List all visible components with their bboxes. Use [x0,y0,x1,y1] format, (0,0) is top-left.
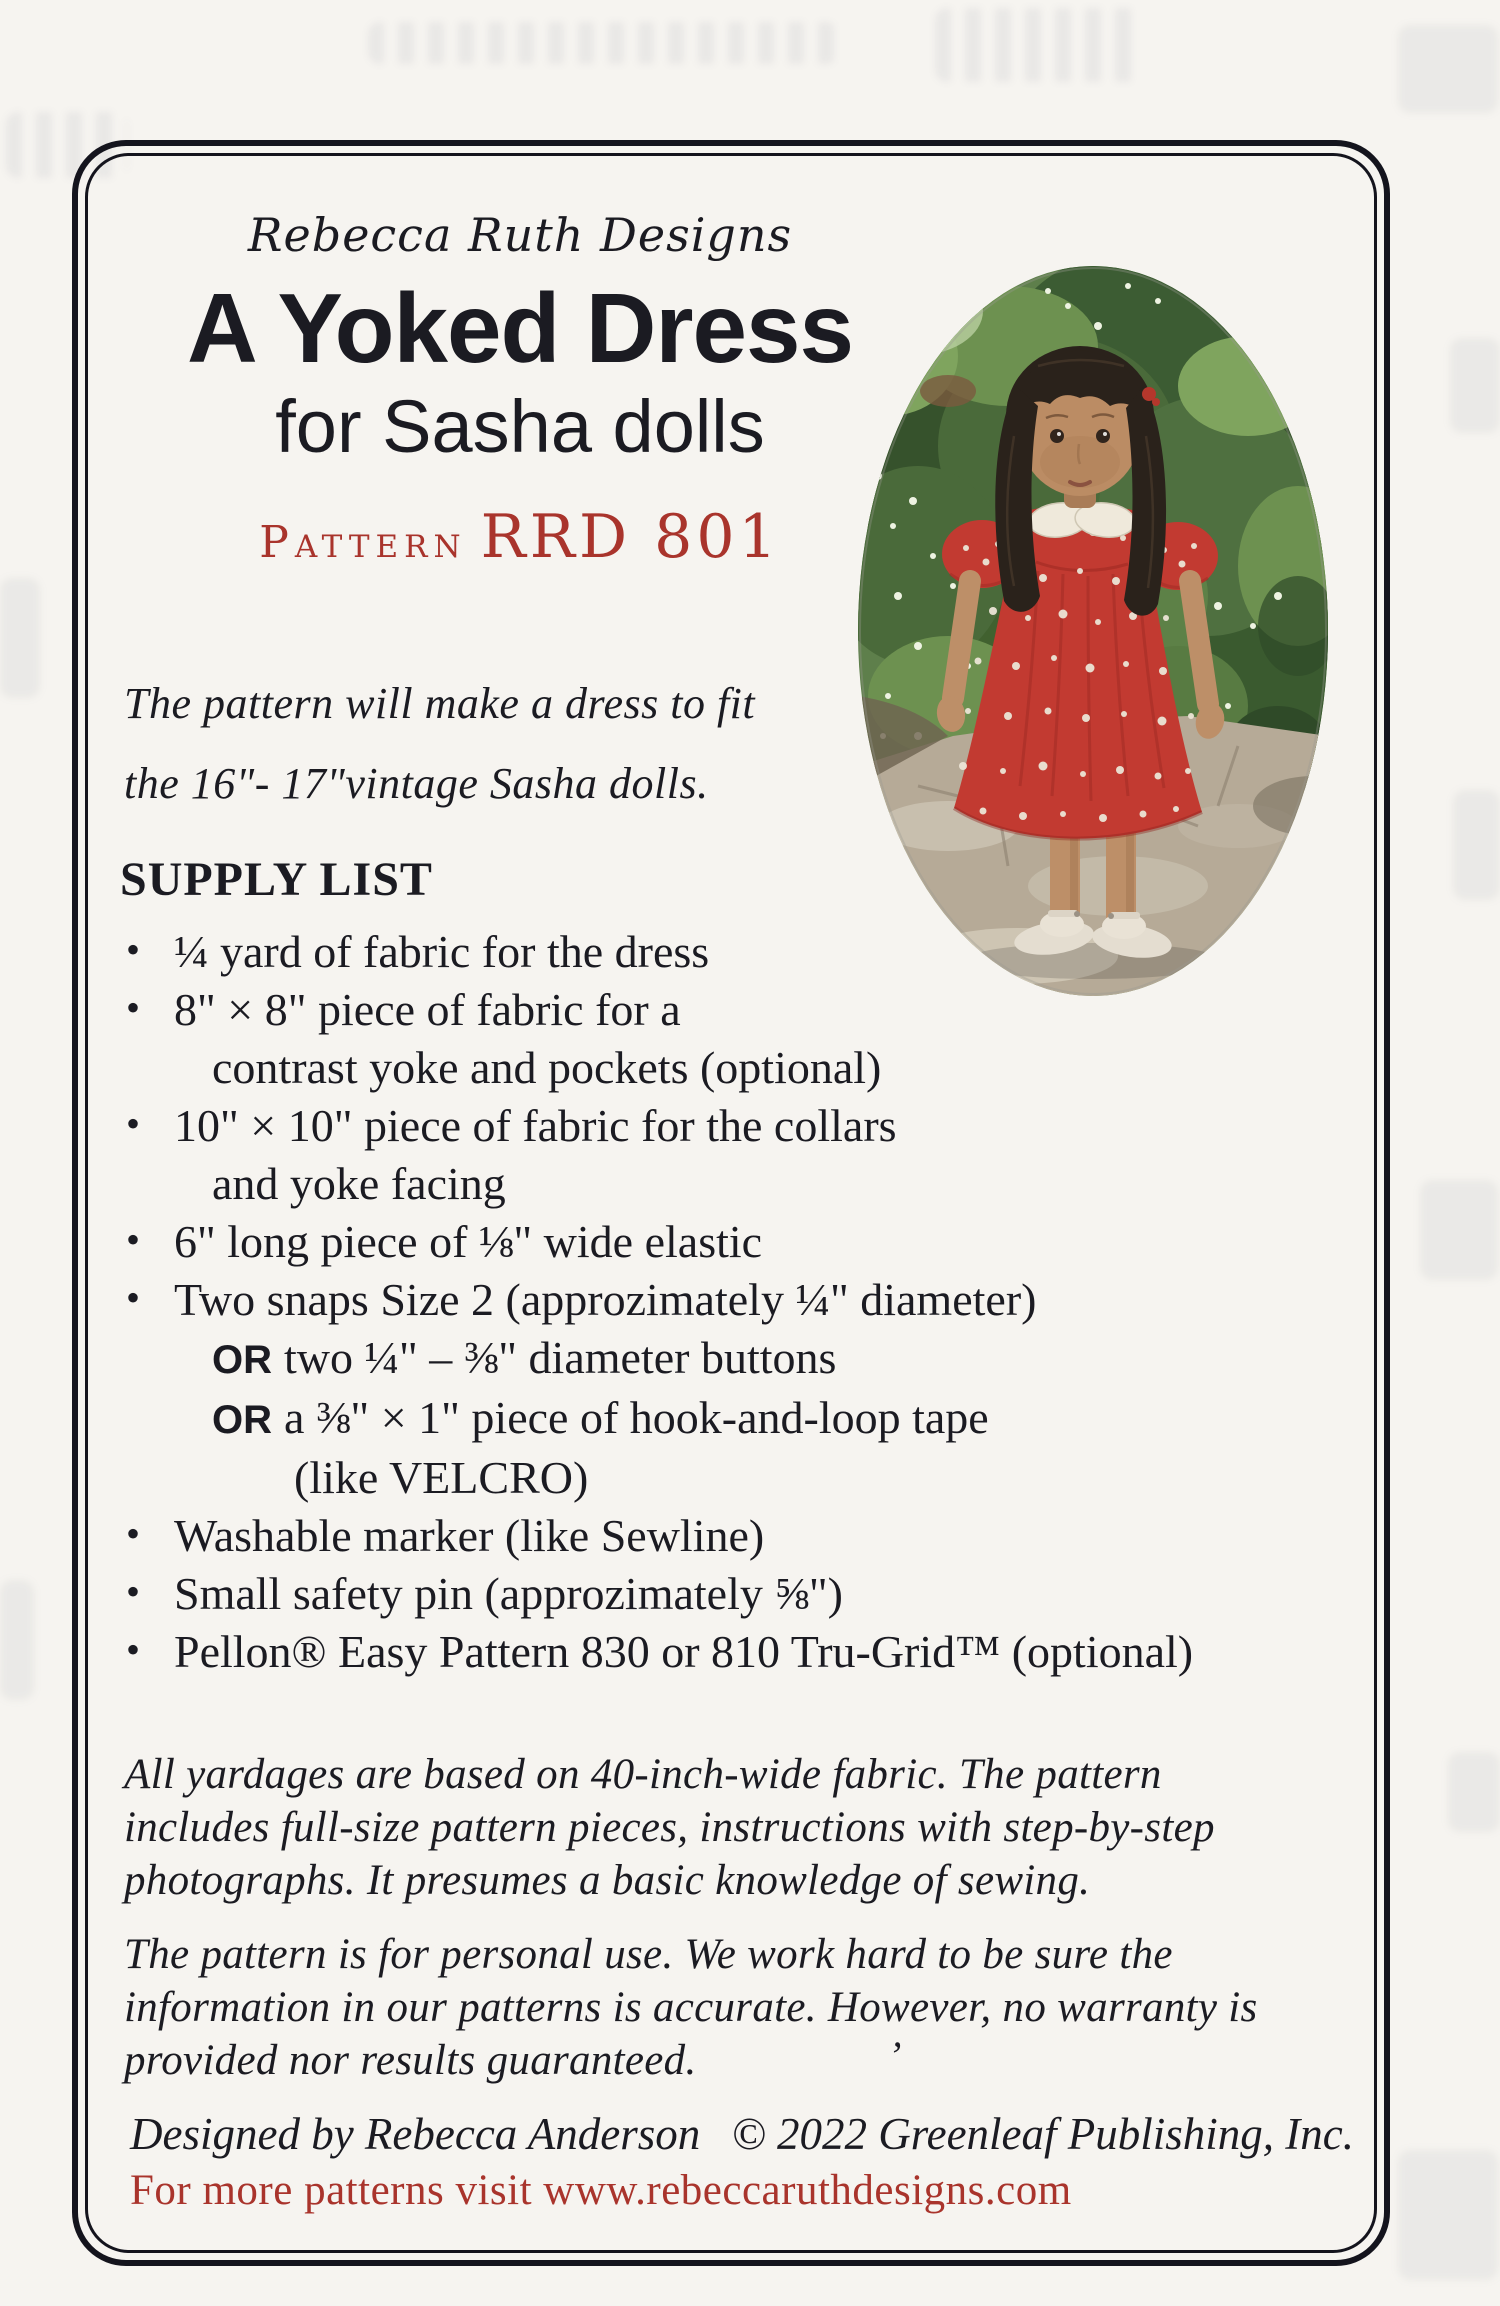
bullet-icon: • [126,985,141,1030]
or-label: OR [212,1398,272,1442]
pattern-number-line [80,502,960,572]
supply-item-alternative [116,1389,1386,1449]
bleedthrough-artifact [0,1580,34,1700]
supply-item-text: ¼ yard of fabric for the dress [174,926,710,977]
scan-artifact-mark: ’ [888,2033,902,2078]
supply-item-text: and yoke facing [212,1158,506,1209]
supply-item [116,981,1386,1039]
yardage-note-line-1: All yardages are based on 40-inch-wide fabric. The pattern [124,1751,1162,1798]
bleedthrough-artifact [1398,2150,1498,2280]
supply-item [116,1097,1386,1155]
supply-item-continuation [116,1155,1386,1213]
pattern-number: RRD 801 [480,501,781,572]
fit-description-line-2: the 16"- 17"vintage Sasha dolls. [124,759,709,808]
bleedthrough-artifact [1398,25,1498,113]
supply-list-section [116,852,1386,1681]
bleedthrough-artifact [1448,1752,1500,1832]
bleedthrough-artifact [368,22,838,64]
fit-description-line-1: The pattern will make a dress to fit [124,679,756,728]
bullet-icon: • [126,1217,141,1262]
supply-item [116,923,1386,981]
supply-item-text: 10" × 10" piece of fabric for the collars [174,1100,897,1151]
bleedthrough-artifact [1450,338,1500,433]
yardage-note-line-2: includes full-size pattern pieces, instructions with step-by-step [124,1804,1215,1851]
fit-description [124,664,755,824]
supply-item [116,1213,1386,1271]
website-link: For more patterns visit www.rebeccaruthdesigns.com [130,2167,1072,2214]
bullet-icon: • [126,927,141,972]
supply-item-continuation [116,1039,1386,1097]
supply-item [116,1271,1386,1329]
supply-item-text: (like VELCRO) [294,1452,589,1503]
supply-item-text: a ⅜" × 1" piece of hook-and-loop tape [284,1392,989,1443]
supply-item-text: contrast yoke and pockets (optional) [212,1042,882,1093]
brand-name: Rebecca Ruth Designs [247,208,793,262]
supply-item-text: two ¼" – ⅜" diameter buttons [284,1332,837,1383]
bleedthrough-artifact [1453,790,1500,900]
header [80,208,960,572]
page-subtitle: for Sasha dolls [275,384,765,468]
supply-item-text: Washable marker (like Sewline) [174,1510,765,1561]
supply-item-text: Two snaps Size 2 (approzimately ¼" diameter) [174,1274,1037,1325]
bleedthrough-artifact [935,8,1140,82]
or-label: OR [212,1338,272,1382]
supply-item-text: 6" long piece of ⅛" wide elastic [174,1216,763,1267]
designer-credit: Designed by Rebecca Anderson [130,2109,701,2159]
bleedthrough-artifact [0,578,40,698]
yardage-note-line-3: photographs. It presumes a basic knowledge of sewing. [124,1857,1091,1904]
credits-line [130,2108,1354,2160]
bullet-icon: • [126,1627,141,1672]
yardage-note [124,1748,1215,1907]
supply-item [116,1507,1386,1565]
supply-item [116,1623,1386,1681]
supply-item-text: 8" × 8" piece of fabric for a [174,984,681,1035]
disclaimer-note [124,1928,1258,2087]
page-title: A Yoked Dress [186,273,854,383]
bullet-icon: • [126,1275,141,1320]
supply-list-heading: SUPPLY LIST [120,853,433,906]
copyright-notice: © 2022 Greenleaf Publishing, Inc. [731,2109,1354,2159]
bullet-icon: • [126,1569,141,1614]
supply-item-text: Pellon® Easy Pattern 830 or 810 Tru-Grid™ (optional) [174,1626,1194,1677]
supply-item [116,1565,1386,1623]
pattern-label: Pattern [259,516,467,568]
disclaimer-line-3: provided nor results guaranteed. [124,2037,697,2084]
bleedthrough-artifact [1420,1180,1498,1280]
supply-item-continuation [116,1449,1386,1507]
supply-item-text: Small safety pin (approzimately ⅝") [174,1568,843,1619]
supply-item-alternative [116,1329,1386,1389]
disclaimer-line-1: The pattern is for personal use. We work hard to be sure the [124,1931,1173,1978]
disclaimer-line-2: information in our patterns is accurate. However, no warranty is [124,1984,1258,2031]
bullet-icon: • [126,1511,141,1556]
bullet-icon: • [126,1101,141,1146]
